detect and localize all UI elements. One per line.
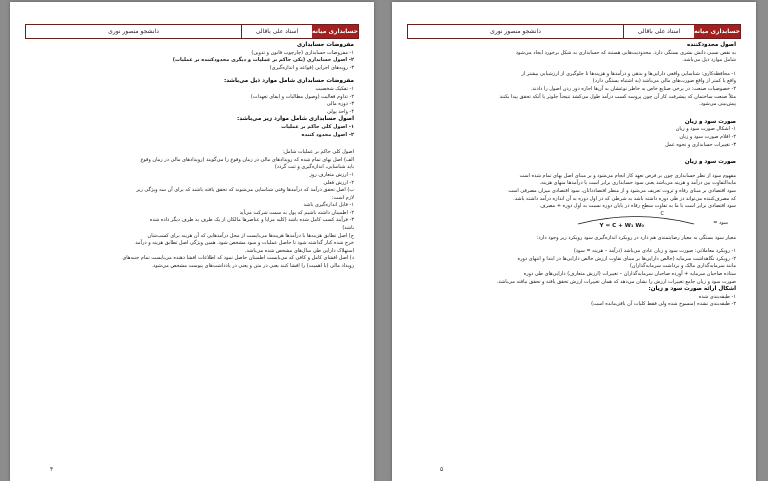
- text-line: باید شناسایی، اندازه‌گیری و ثبت گردد): [274, 164, 354, 171]
- page-number: ۵: [440, 466, 444, 473]
- section-heading: اشکال ارائه صورت سود و زیان:: [648, 286, 736, 293]
- text-line: مثلاً صنعت ساختمان که پیشرفت کار آن چون پروسه کسب درآمد طول می‌کشد نتیجتاً جلوتر یا آنکه تحقق پیدا بکنند: [499, 93, 736, 100]
- list-item: ۱- طبقه‌بندی شده: [698, 293, 736, 300]
- text-line: سود اقتصادی برابر است با ما به تفاوت سطح رفاه در پایان دوره نسبت به اول دوره + مصرف: [540, 203, 736, 210]
- student-name: دانشجو منصور نوری: [490, 28, 541, 35]
- student-name: دانشجو منصور نوری: [108, 28, 159, 35]
- text-line: مابه‌التفاوت بین درآمد و هزینه می‌باشد یعنی سود حسابداری برابر است با درآمدها منهای هزینه.: [539, 180, 736, 187]
- text-line: صورت سود و زیان جامع تغییرات ارزش را نشان می‌دهد که همان تغییرات ارزش تحقق یافته و تحقق نیافته می‌باشد.: [496, 278, 736, 285]
- text-line: پیش‌بینی می‌شود.: [699, 101, 736, 108]
- text-line: مانند سرمایه‌گذاری مالک و برداشت سرمایه‌گذاران): [629, 263, 736, 270]
- formula-expression: Y = C + W₁ W₀: [599, 222, 644, 229]
- list-item: ۱- محافظه‌کاری: شناسایی واقعی دارایی‌ها و بدهی و درآمدها و هزینه‌ها تا جلوگیری از ارزشیابی بیشتر از: [521, 70, 736, 77]
- document-page-5: [392, 2, 756, 481]
- list-item: ۲- طبقه‌بندی نشده (منسوخ شده ولی فقط کلیات آن باقی‌مانده است): [591, 301, 736, 308]
- list-item: ۱- تفکیک شخصیت: [315, 85, 354, 92]
- list-item: ۲- اقلام صورت سود و زیان: [679, 133, 736, 140]
- page-body: [32, 42, 354, 271]
- list-item: ۲- تداوم فعالیت (وصول مطالبات و ایفای تعهدات): [250, 93, 354, 100]
- list-item: ۲- رویکرد نگاهداشت سرمایه (خالص دارایی‌ها بر مبنای تفاوت ارزش خالص دارایی‌ها در ابتدا و انتهای دوره: [517, 255, 736, 262]
- text-line: الف) اصل بهای تمام شده که رویدادهای مالی در زمان وقوع را می‌گویند (رویدادهای مالی در زمان وقوع: [140, 156, 354, 163]
- text-line: ۲- اصول حسابداری (یکی حاکم بر عملیات و دیگری محدودکننده بر عملیات): [172, 57, 354, 64]
- text-line: خرج شده کنار گذاشته شود تا حاصل عملیات و سود مشخص شود. همین ویژگی اصل تطابق هزینه و درآمد: [135, 240, 354, 247]
- text-line: ب) اصل تحقق درآمد که درآمدها وقتی شناسایی می‌شوند که تحقق یافته باشند که برای آن سه ویژگی زیر: [136, 187, 354, 194]
- document-page-4: [10, 2, 374, 481]
- page-header: [407, 24, 741, 39]
- text-line: که مصرف‌کننده می‌تواند در طی دوره داشته باشد به شرطی که در اول دوره به آن اندازه درآمد داشته باشد.: [513, 195, 736, 202]
- list-item: ۱- ارزش متعارف روز: [309, 171, 354, 178]
- professor-name: استاد علی باقالی: [241, 25, 312, 38]
- text-line: ۳- رویه‌های اجرایی (قواعد و اندازه‌گیری): [269, 64, 354, 71]
- list-item: ۱- قابل اندازه‌گیری باشد: [303, 202, 354, 209]
- list-item: ۲- خصوصیات صنعت: در برخی صنایع خاص به خاطر نوعشان به آن‌ها اجازه دور زدن اصول را دادند.: [530, 85, 736, 92]
- professor-name: استاد علی باقالی: [623, 25, 694, 38]
- text-line: استهلاک دارایی طی سال‌های مشخص شده می‌باشد.: [244, 247, 354, 254]
- text-line: ستاده صاحبان سرمایه + آورده صاحبان سرمایه‌گذاران – تغییرات (ارزش متعارف) دارایی‌های طی دوره: [523, 271, 736, 278]
- text-line: رویداد مالی (با اهمیت) را افشا کنند یعنی در متن و یعنی در یادداشت‌های پیوست مشخص می‌شود.: [151, 263, 354, 270]
- page-header: [25, 24, 359, 39]
- section-heading: مفروضات حسابداری شامل موارد ذیل می‌باشد:: [223, 78, 354, 85]
- text-line: سود اقتصادی بر مبنای رفاه و ثروت تعریف می‌شود و از منظر اقتصاددانان، سود اقتصادی میزان مصرفی است: [508, 187, 736, 194]
- list-item: ۲- اصول محدود کننده: [301, 131, 354, 138]
- list-item: ۲- ارزش فعلی: [323, 179, 354, 186]
- text-line: ج) اصل تطابق هزینه‌ها با درآمدها هزینه‌ها می‌بایست از محل درآمدهایی که آن هزینه برای کسب‌شان: [147, 232, 354, 239]
- text-line: معیار سود بستگی به معیار رضایتمندی هم دارد در رویکرد اندازه‌گیری سود رویکرد زیر وجود دارد:: [536, 234, 736, 241]
- text-line: مفهوم سود از نظر حسابداری چون بر فرض تعهد کار انجام می‌شود و بر مبنای اصل بهای تمام شده است: [519, 172, 736, 179]
- text-line: به نقص نسبی دانش بشری بستگی دارد. محدودیت‌هایی هستند که حسابداری به شکل برخورد ایجاد می‌شود: [515, 49, 736, 56]
- section-heading: صورت سود و زیان: [684, 118, 736, 125]
- list-item: ۳- تغییرات حسابداری و نحوه عمل: [665, 141, 736, 148]
- formula-label: سود =: [713, 219, 728, 226]
- text-line: ۱- مفروضات حسابداری (چارچوب قانون و تدوین): [251, 49, 354, 56]
- page-number: ۴: [50, 466, 54, 473]
- text-line: د) اصل افشای کامل و کافی که می‌بایست اطمینان حاصل نمود که اطلاعات افشا دهنده می‌بایست تمام جنبه‌های: [122, 255, 354, 262]
- subject-label: حسابداری میانه: [694, 25, 740, 38]
- list-item: ۳- فرآیند کسب کامل شده باشد (کلیه مزایا و عناصرها مالکان از یک طرف به طرف دیگر داده شده: [149, 217, 354, 224]
- section-heading: اصول حسابداری شامل موارد زیر می‌باشد:: [237, 116, 354, 123]
- text-line: لازم است:: [331, 194, 354, 201]
- subject-label: حسابداری میانه: [312, 25, 358, 38]
- text-line: باشد): [342, 225, 354, 232]
- text-line: اصول کلی حاکم بر عملیات شامل:: [282, 149, 354, 156]
- list-item: ۱- رویکرد معاملاتی: صورت سود و زیان عادی می‌باشد (درآمد – هزینه = سود): [573, 248, 736, 255]
- text-line: شامل موارد ذیل می‌باشد.: [682, 57, 736, 64]
- profit-formula: [414, 211, 736, 235]
- list-item: ۲- اطمینان داشته باشیم که پول به سمت شرکت می‌آید: [239, 209, 354, 216]
- list-item: ۳- دوره مالی: [326, 101, 354, 108]
- section-heading: صورت سود و زیان: [684, 159, 736, 166]
- section-heading: اصول محدودکننده: [686, 42, 736, 48]
- formula-c-label: C: [660, 210, 664, 217]
- text-line: واقع یا کمتر از واقع صورت‌های مالی می‌باشد (به اشتباه بستگی دارد): [592, 78, 736, 85]
- list-item: ۴- واحد پولی: [327, 108, 354, 115]
- section-heading: مفروضات حسابداری: [297, 42, 354, 48]
- page-body: [414, 42, 736, 309]
- list-item: ۱- اصول کلی حاکم بر عملیات: [281, 123, 354, 130]
- list-item: ۱- اشکال صورت سود و زیان: [675, 126, 736, 133]
